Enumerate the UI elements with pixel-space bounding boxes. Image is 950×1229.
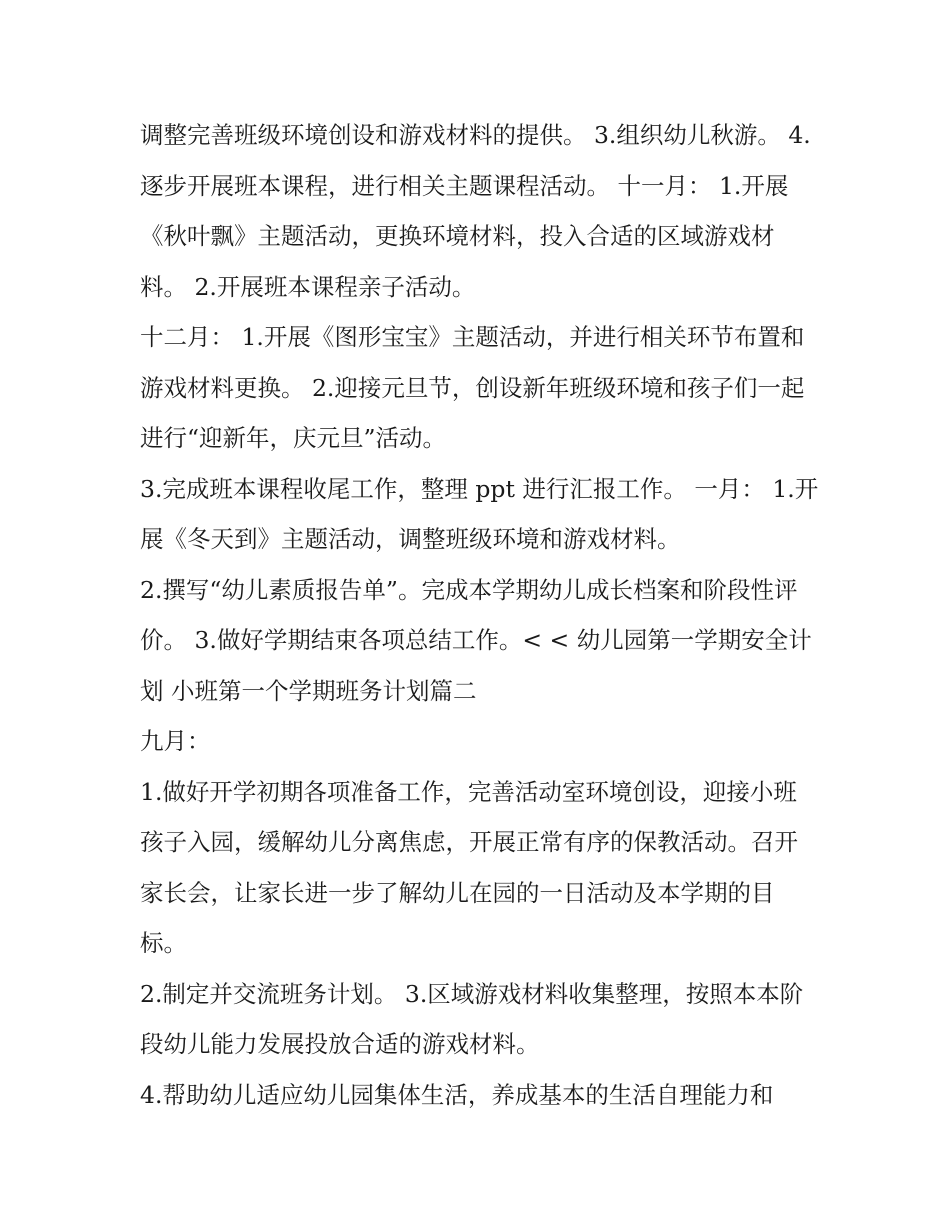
paragraph: 1.做好开学初期各项准备工作，完善活动室环境创设，迎接小班孩子入园，缓解幼儿分离焦虑，开展正常有序的保教活动。召开家长会，让家长进一步了解幼儿在园的一日活动及本学期的目标。 (140, 777, 798, 957)
paragraph: 3.完成班本课程收尾工作，整理 ppt 进行汇报工作。 一月： 1.开展《冬天到》主题活动，调整班级环境和游戏材料。 (140, 474, 819, 553)
paragraph: 2.撰写“幼儿素质报告单”。完成本学期幼儿成长档案和阶段性评价。 3.做好学期结束各项总结工作。< < 幼儿园第一学期安全计划 小班第一个学期班务计划篇二 (140, 575, 812, 705)
paragraph: 调整完善班级环境创设和游戏材料的提供。 3.组织幼儿秋游。 4.逐步开展班本课程，进行相关主题课程活动。 十一月： 1.开展《秋叶飘》主题活动，更换环境材料，投入合适的区域游戏材料。 2.开展班本课程亲子活动。 (140, 121, 811, 301)
paragraph: 2.制定并交流班务计划。 3.区域游戏材料收集整理，按照本本阶段幼儿能力发展投放合适的游戏材料。 (140, 979, 804, 1058)
paragraph: 十二月： 1.开展《图形宝宝》主题活动，并进行相关环节布置和游戏材料更换。 2.迎接元旦节，创设新年班级环境和孩子们一起进行“迎新年，庆元旦”活动。 (140, 323, 805, 452)
document-body (140, 110, 820, 1120)
paragraph: 4.帮助幼儿适应幼儿园集体生活，养成基本的生活自理能力和 (140, 1080, 774, 1109)
paragraph: 九月： (140, 727, 211, 755)
